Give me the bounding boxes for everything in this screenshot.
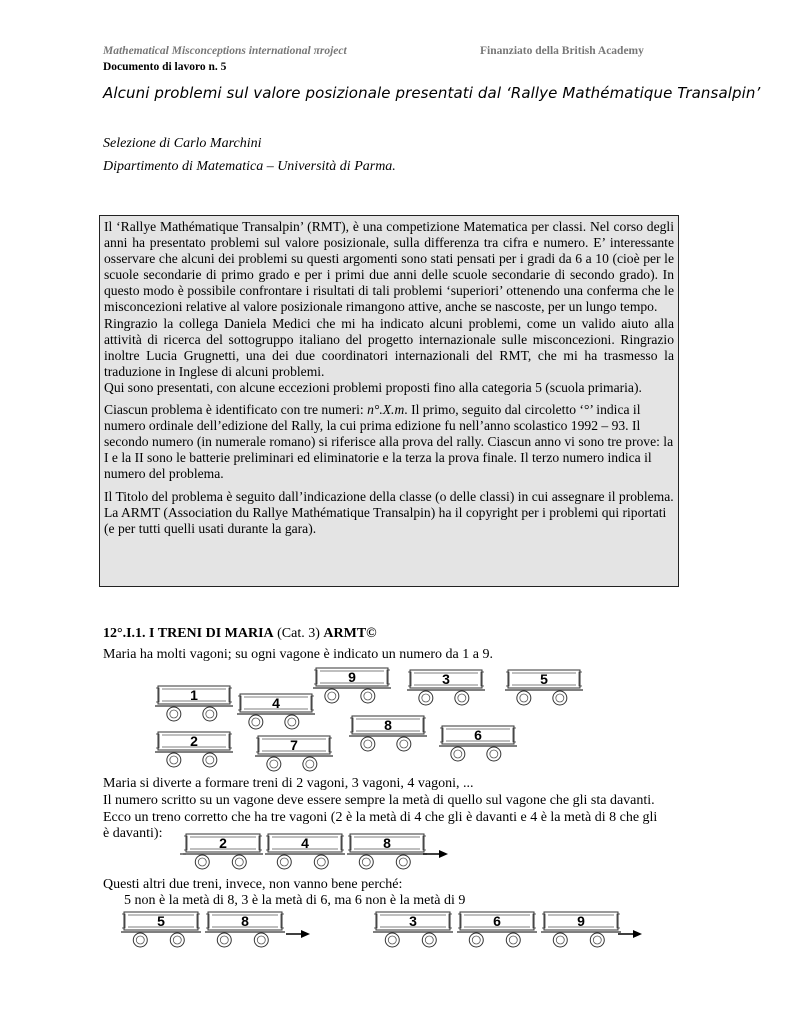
- wagon-8: [349, 716, 427, 751]
- problem-category: (Cat. 3): [273, 626, 324, 641]
- page-title: Alcuni problemi sul valore posizionale presentati dal ‘Rallye Mathématique Transalpin’: [103, 84, 761, 102]
- wagon-number: 4: [272, 695, 280, 711]
- wheel: [422, 933, 436, 947]
- project-word-4: roject: [319, 45, 347, 57]
- wagon-number: 3: [442, 671, 450, 687]
- problem-line-7: 5 non è la metà di 8, 3 è la metà di 6, ma 6 non è la metà di 9: [124, 893, 466, 908]
- wheel: [487, 747, 501, 761]
- wagon-3: [373, 912, 453, 947]
- wheel: [469, 933, 483, 947]
- problem-copyright: ARMT©: [323, 626, 377, 641]
- wheel: [553, 691, 567, 705]
- wagon-number: 5: [540, 671, 548, 687]
- selection-author: Selezione di Carlo Marchini: [103, 136, 262, 151]
- intro-box: [99, 215, 679, 587]
- wheel: [455, 691, 469, 705]
- wheel: [217, 933, 231, 947]
- wagon-number: 2: [219, 835, 227, 851]
- wheel: [553, 933, 567, 947]
- wheel: [396, 855, 410, 869]
- wheel: [385, 933, 399, 947]
- wagon-2: [155, 732, 233, 767]
- wrong-trains-figure: [0, 908, 791, 964]
- intro-p4-start: Ciascun problema è identificato con tre numeri:: [104, 402, 368, 418]
- wagon-number: 9: [348, 669, 356, 685]
- wagon-9: [313, 668, 391, 703]
- funding-note: Finanziato della British Academy: [480, 45, 644, 57]
- wheel: [451, 747, 465, 761]
- wagon-number: 5: [157, 913, 165, 929]
- wheel: [254, 933, 268, 947]
- wheel: [203, 753, 217, 767]
- wagon-3: [407, 670, 485, 705]
- wheel: [361, 689, 375, 703]
- wagon-4: [265, 834, 345, 869]
- wagon-number: 9: [577, 913, 585, 929]
- problem-heading: [103, 626, 377, 642]
- wheel: [419, 691, 433, 705]
- wheel: [325, 689, 339, 703]
- wagon-number: 8: [384, 717, 392, 733]
- wagon-number: 7: [290, 737, 298, 753]
- wagon-1: [155, 686, 233, 721]
- wagon-8: [205, 912, 285, 947]
- intro-p4-end: . Il primo, seguito dal circoletto ‘°’ indica il numero ordinale dell’edizione del Rally, la cui prima edizione fu nell’anno scolastico 1992 – 93. Il secondo numero (in numerale romano) si riferisce alla prova del rally. Ciascun anno vi sono tre prove: la I e la II sono le batterie preliminari ed eliminatorie e la terza la prova finale. Il terzo numero indica il numero del problema.: [104, 402, 674, 482]
- train-arrow: [618, 930, 642, 938]
- wheel: [167, 753, 181, 767]
- document-number: Documento di lavoro n. 5: [103, 61, 227, 73]
- wheel: [167, 707, 181, 721]
- problem-line-4: Ecco un treno corretto che ha tre vagoni (2 è la metà di 4 che gli è davanti e 4 è la metà di 8 che gli: [103, 810, 658, 825]
- wagon-6: [457, 912, 537, 947]
- wheel: [203, 707, 217, 721]
- intro-paragraph-2: Ringrazio la collega Daniela Medici che mi ha indicato alcuni problemi, come un valido aiuto alla attività di ricerca del sottogruppo italiano del progetto internazionale sulle misconcezioni. Ringrazio inoltre Lucia Grugnetti, una dei due coordinatori internazionali del RMT, che mi ha trasmesso la traduzione in Inglese di alcuni problemi.: [104, 315, 674, 379]
- wheel: [195, 855, 209, 869]
- wagon-5: [505, 670, 583, 705]
- project-initial-i: i: [248, 45, 252, 57]
- train-arrow: [286, 930, 310, 938]
- intro-paragraph-3: Qui sono presentati, con alcune eccezioni problemi proposti fino alla categoria 5 (scuola primaria).: [104, 379, 642, 395]
- wagon-5: [121, 912, 201, 947]
- wagon-number: 4: [301, 835, 309, 851]
- wheel: [359, 855, 373, 869]
- problem-line-3: Il numero scritto su un vagone deve essere sempre la metà di quello sul vagone che gli sta davanti.: [103, 793, 655, 808]
- project-name: [103, 45, 347, 57]
- wheel: [249, 715, 263, 729]
- problem-line-2: Maria si diverte a formare treni di 2 vagoni, 3 vagoni, 4 vagoni, ...: [103, 776, 474, 791]
- wheel: [314, 855, 328, 869]
- wagon-number: 8: [241, 913, 249, 929]
- project-initial-m2: M: [171, 45, 182, 57]
- intro-paragraph-5: Il Titolo del problema è seguito dall’indicazione della classe (o delle classi) in cui assegnare il problema.: [104, 488, 674, 504]
- problem-code-format: n°.X.m: [367, 402, 405, 418]
- wagon-6: [439, 726, 517, 761]
- problem-line-5: è davanti):: [103, 826, 163, 841]
- project-initial-pi: π: [313, 45, 320, 57]
- wagon-7: [255, 736, 333, 771]
- problem-line-1: Maria ha molti vagoni; su ogni vagone è indicato un numero da 1 a 9.: [103, 647, 493, 662]
- project-word-1: athematical: [113, 45, 172, 57]
- wagons-figure: [0, 664, 791, 776]
- wheel: [133, 933, 147, 947]
- correct-train-figure: [0, 832, 791, 876]
- intro-paragraph-1: Il ‘Rallye Mathématique Transalpin’ (RMT), è una competizione Matematica per classi. Nel corso degli anni ha presentato problemi sul valore posizionale, sulla differenza tra cifra e numero. E’ interessante osservare che alcuni dei problemi su questi argomenti sono stati pensati per i gradi da 6 a 10 (cioè per le scuole secondarie di primo grado e per i primi due anni delle scuole secondarie di secondo grado). In questo modo è possibile confrontare i risultati di tali problemi ‘superiori’ ottenendo una conferma che le misconcezioni relative al valore posizionale rimangono attive, anche se nascoste, per un lungo tempo.: [104, 219, 674, 315]
- wagon-number: 8: [383, 835, 391, 851]
- wheel: [232, 855, 246, 869]
- wheel: [517, 691, 531, 705]
- project-word-2: isconceptions: [181, 45, 249, 57]
- wagon-2: [183, 834, 263, 869]
- wheel: [590, 933, 604, 947]
- wheel: [303, 757, 317, 771]
- intro-paragraph-4: [104, 402, 674, 482]
- wagon-number: 2: [190, 733, 198, 749]
- problem-line-6: Questi altri due treni, invece, non vanno bene perché:: [103, 877, 403, 892]
- wheel: [267, 757, 281, 771]
- wagon-8: [347, 834, 427, 869]
- department: Dipartimento di Matematica – Università di Parma.: [103, 159, 396, 174]
- wheel: [506, 933, 520, 947]
- project-initial-m1: M: [103, 45, 114, 57]
- wheel: [361, 737, 375, 751]
- wagon-4: [237, 694, 315, 729]
- train-arrow: [423, 850, 448, 858]
- wheel: [170, 933, 184, 947]
- wagon-number: 3: [409, 913, 417, 929]
- wheel: [397, 737, 411, 751]
- wheel: [277, 855, 291, 869]
- wheel: [285, 715, 299, 729]
- wagon-number: 6: [474, 727, 482, 743]
- wagon-number: 6: [493, 913, 501, 929]
- problem-title: 12°.I.1. I TRENI DI MARIA: [103, 626, 274, 641]
- intro-paragraph-6: La ARMT (Association du Rallye Mathématique Transalpin) ha il copyright per i problemi qui riportati (e per tutti quelli usati durante la gara).: [104, 504, 667, 536]
- wagon-number: 1: [190, 687, 198, 703]
- wagon-9: [541, 912, 621, 947]
- project-word-3: nternational: [251, 45, 314, 57]
